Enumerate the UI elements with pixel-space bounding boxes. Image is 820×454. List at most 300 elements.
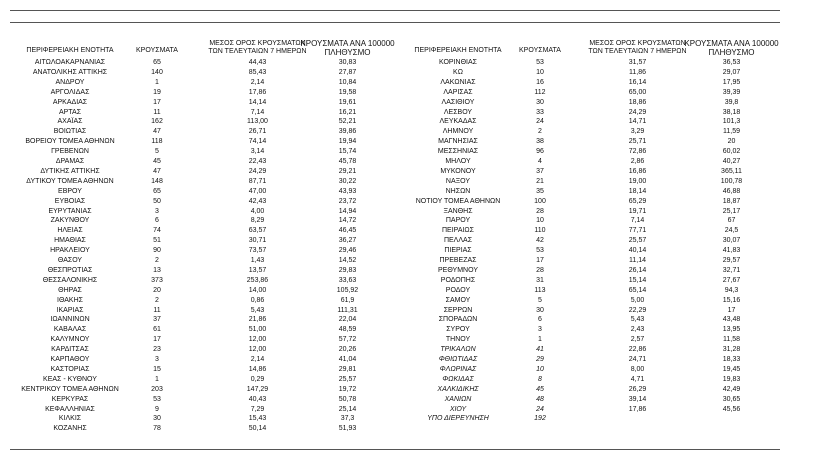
right-cell-per100k: 39,8 <box>724 98 739 106</box>
left-cell-name: ΘΗΡΑΣ <box>58 286 82 294</box>
header-per100k-left-line1: ΚΡΟΥΣΜΑΤΑ ΑΝΑ 100000 <box>300 39 395 48</box>
left-cell-cases: 118 <box>151 138 163 146</box>
right-cell-name: ΣΠΟΡΑΔΩΝ <box>438 316 478 324</box>
right-cell-per100k: 101,3 <box>722 118 741 126</box>
left-cell-avg: 30,71 <box>248 237 267 245</box>
right-cell-avg: 72,86 <box>628 148 647 156</box>
header-avg-right-line1: ΜΕΣΟΣ ΟΡΟΣ ΚΡΟΥΣΜΑΤΩΝ <box>589 40 686 47</box>
right-cell-cases: 5 <box>538 296 542 304</box>
right-cell-avg: 65,14 <box>628 286 647 294</box>
left-cell-cases: 53 <box>153 395 161 403</box>
bottom-rule <box>10 449 780 450</box>
right-cell-avg: 15,14 <box>628 276 647 284</box>
right-cell-name: ΦΛΩΡΙΝΑΣ <box>439 365 477 373</box>
right-cell-avg: 31,57 <box>628 59 647 66</box>
right-cell-cases: 96 <box>536 148 544 156</box>
right-cell-avg: 18,14 <box>628 187 647 195</box>
left-cell-name: ΗΜΑΘΙΑΣ <box>54 237 86 245</box>
left-cell-per100k: 51,93 <box>338 425 357 433</box>
right-cell-per100k: 40,27 <box>722 158 741 165</box>
left-cell-name: ΚΕΑΣ - ΚΥΘΝΟΥ <box>43 375 97 383</box>
right-cell-per100k: 94,3 <box>724 286 739 294</box>
left-cell-per100k: 48,59 <box>338 326 357 334</box>
left-cell-cases: 17 <box>153 98 161 106</box>
right-table-row <box>0 197 820 206</box>
header-avg-left-line2: ΤΩΝ ΤΕΛΕΥΤΑΙΩΝ 7 ΗΜΕΡΩΝ <box>208 48 307 55</box>
header-avg-left-line1: ΜΕΣΟΣ ΟΡΟΣ ΚΡΟΥΣΜΑΤΩΝ <box>209 40 306 47</box>
right-cell-cases: 112 <box>534 88 546 96</box>
right-table-row <box>0 315 820 324</box>
left-cell-per100k: 39,86 <box>338 128 357 136</box>
right-cell-name: ΚΩ <box>453 68 463 76</box>
right-table-row <box>0 177 820 186</box>
left-cell-per100k: 29,46 <box>338 247 357 255</box>
right-table-row <box>0 226 820 235</box>
right-table-row <box>0 306 820 315</box>
right-table-row <box>0 58 820 67</box>
right-cell-name: ΛΑΡΙΣΑΣ <box>443 88 473 96</box>
left-cell-cases: 5 <box>155 148 159 156</box>
right-cell-cases: 41 <box>536 346 544 354</box>
left-cell-cases: 30 <box>153 415 161 423</box>
right-cell-per100k: 60,02 <box>722 148 741 156</box>
left-cell-avg: 47,00 <box>248 187 267 195</box>
left-cell-per100k: 19,61 <box>338 98 357 106</box>
left-cell-per100k: 57,72 <box>338 336 357 344</box>
left-cell-cases: 1 <box>155 78 159 86</box>
right-cell-per100k: 17,95 <box>722 78 741 86</box>
right-cell-per100k: 31,28 <box>722 346 741 354</box>
left-cell-per100k: 10,84 <box>338 78 357 86</box>
right-cell-cases: 38 <box>536 138 544 146</box>
left-cell-per100k: 37,3 <box>340 415 355 423</box>
header-avg-right-line2: ΤΩΝ ΤΕΛΕΥΤΑΙΩΝ 7 ΗΜΕΡΩΝ <box>588 48 687 55</box>
left-cell-cases: 15 <box>153 365 161 373</box>
left-cell-name: ΚΙΛΚΙΣ <box>58 415 82 423</box>
left-cell-name: ΑΝΔΡΟΥ <box>55 78 85 86</box>
right-cell-per100k: 13,95 <box>722 326 741 334</box>
left-cell-cases: 373 <box>151 276 163 284</box>
right-cell-avg: 24,29 <box>628 108 647 116</box>
right-cell-name: ΡΕΘΥΜΝΟΥ <box>437 266 478 274</box>
right-cell-name: ΧΑΝΙΩΝ <box>444 395 472 403</box>
right-cell-cases: 113 <box>534 286 546 294</box>
right-cell-cases: 4 <box>538 158 542 165</box>
right-cell-cases: 48 <box>536 395 544 403</box>
right-cell-per100k: 11,59 <box>723 128 740 136</box>
right-cell-name: ΜΥΚΟΝΟΥ <box>440 167 476 175</box>
right-cell-cases: 17 <box>536 257 544 264</box>
right-cell-cases: 110 <box>534 227 546 235</box>
left-cell-name: ΚΕΝΤΡΙΚΟΥ ΤΟΜΕΑ ΑΘΗΝΩΝ <box>21 385 119 393</box>
left-cell-name: ΙΚΑΡΙΑΣ <box>56 306 84 314</box>
header-region-right: ΠΕΡΙΦΕΡΕΙΑΚΗ ΕΝΟΤΗΤΑ <box>414 47 502 54</box>
right-cell-cases: 53 <box>536 247 544 255</box>
right-cell-per100k: 15,16 <box>722 296 741 304</box>
left-cell-per100k: 61,9 <box>340 296 355 304</box>
left-cell-cases: 74 <box>153 227 161 235</box>
left-cell-cases: 162 <box>151 118 163 126</box>
right-cell-per100k: 20 <box>727 138 736 146</box>
right-cell-cases: 53 <box>536 59 544 66</box>
right-table-row <box>0 137 820 146</box>
header-per100k-left <box>290 39 405 57</box>
left-cell-avg: 73,57 <box>248 247 267 255</box>
left-cell-cases: 2 <box>155 296 159 304</box>
right-table-row <box>0 157 820 166</box>
left-cell-per100k: 22,04 <box>338 316 357 324</box>
right-cell-name: ΤΗΝΟΥ <box>445 336 471 344</box>
right-cell-name: ΛΑΣΙΘΙΟΥ <box>441 98 475 106</box>
right-cell-cases: 2 <box>538 128 542 136</box>
right-cell-avg: 25,57 <box>628 237 647 245</box>
right-cell-cases: 192 <box>534 415 546 423</box>
header-per100k-right-line1: ΚΡΟΥΣΜΑΤΑ ΑΝΑ 100000 <box>684 39 779 48</box>
left-cell-cases: 19 <box>153 88 161 96</box>
right-cell-per100k: 27,67 <box>722 276 741 284</box>
left-cell-cases: 23 <box>153 346 161 354</box>
right-cell-per100k: 32,71 <box>722 266 741 274</box>
right-cell-avg: 22,29 <box>628 306 647 314</box>
left-cell-avg: 87,71 <box>248 177 267 185</box>
right-cell-cases: 3 <box>538 326 542 334</box>
left-cell-avg: 147,29 <box>246 385 269 393</box>
left-cell-avg: 0,86 <box>250 296 265 304</box>
left-cell-name: ΑΡΓΟΛΙΔΑΣ <box>50 88 90 96</box>
right-cell-name: ΦΘΙΩΤΙΔΑΣ <box>438 356 478 363</box>
right-table-row <box>0 405 820 414</box>
left-cell-name: ΑΡΚΑΔΙΑΣ <box>52 98 88 106</box>
left-cell-name: ΙΘΑΚΗΣ <box>57 296 83 304</box>
left-cell-name: ΚΑΒΑΛΑΣ <box>53 326 87 334</box>
header-per100k-right-line2: ΠΛΗΘΥΣΜΟ <box>708 48 755 57</box>
right-table-row <box>0 286 820 295</box>
right-cell-avg: 39,14 <box>628 395 647 403</box>
right-table-row <box>0 276 820 285</box>
right-table-row <box>0 345 820 354</box>
left-cell-per100k: 41,04 <box>338 356 357 363</box>
right-table-row <box>0 296 820 305</box>
right-table-row <box>0 385 820 394</box>
right-table-row <box>0 117 820 126</box>
right-cell-avg: 40,14 <box>628 247 647 255</box>
left-cell-avg: 51,00 <box>248 326 267 334</box>
left-cell-name: ΘΕΣΣΑΛΟΝΙΚΗΣ <box>42 276 98 284</box>
left-cell-cases: 65 <box>153 59 161 66</box>
left-cell-per100k: 30,83 <box>338 59 357 66</box>
left-cell-name: ΑΝΑΤΟΛΙΚΗΣ ΑΤΤΙΚΗΣ <box>32 68 108 76</box>
header-cases-right: ΚΡΟΥΣΜΑΤΑ <box>519 47 561 54</box>
right-cell-cases: 30 <box>536 306 544 314</box>
right-table-row <box>0 355 820 364</box>
left-cell-per100k: 30,22 <box>338 177 357 185</box>
left-cell-avg: 42,43 <box>248 197 267 205</box>
left-cell-per100k: 19,94 <box>338 138 357 146</box>
left-cell-per100k: 50,78 <box>338 395 357 403</box>
right-cell-per100k: 29,07 <box>722 68 741 76</box>
left-cell-avg: 74,14 <box>248 138 267 146</box>
left-cell-name: ΖΑΚΥΝΘΟΥ <box>50 217 90 225</box>
left-cell-cases: 17 <box>153 336 161 344</box>
right-cell-per100k: 42,49 <box>722 385 741 393</box>
right-cell-per100k: 29,57 <box>722 257 741 264</box>
left-cell-avg: 253,86 <box>246 276 269 284</box>
left-cell-cases: 51 <box>153 237 161 245</box>
left-cell-per100k: 16,21 <box>338 108 357 116</box>
right-cell-per100k: 41,83 <box>722 247 741 255</box>
right-cell-avg: 77,71 <box>628 227 647 235</box>
left-cell-per100k: 23,72 <box>338 197 357 205</box>
right-cell-name: ΝΗΣΩΝ <box>445 187 471 195</box>
left-cell-per100k: 15,74 <box>338 148 357 156</box>
right-cell-name: ΝΑΞΟΥ <box>445 177 471 185</box>
right-table-row <box>0 127 820 136</box>
right-cell-per100k: 38,18 <box>722 108 741 116</box>
right-cell-name: ΧΙΟΥ <box>449 405 467 413</box>
left-cell-name: ΚΑΛΥΜΝΟΥ <box>50 336 90 344</box>
left-cell-name: ΕΒΡΟΥ <box>58 187 82 195</box>
right-cell-name: ΣΥΡΟΥ <box>446 326 470 334</box>
right-cell-cases: 29 <box>536 356 544 363</box>
right-cell-per100k: 19,45 <box>722 365 741 373</box>
right-cell-avg: 14,71 <box>628 118 647 126</box>
left-cell-name: ΘΕΣΠΡΩΤΙΑΣ <box>47 266 93 274</box>
left-cell-name: ΔΥΤΙΚΗΣ ΑΤΤΙΚΗΣ <box>40 167 100 175</box>
right-table-row <box>0 147 820 156</box>
left-cell-avg: 44,43 <box>248 59 267 66</box>
left-cell-cases: 9 <box>155 405 159 413</box>
left-cell-cases: 6 <box>155 217 159 225</box>
left-cell-per100k: 14,52 <box>338 257 357 264</box>
right-cell-avg: 11,14 <box>629 257 646 264</box>
right-table-row <box>0 395 820 404</box>
right-cell-per100k: 19,83 <box>722 375 741 383</box>
right-cell-avg: 18,86 <box>628 98 647 106</box>
left-cell-name: ΚΑΡΠΑΘΟΥ <box>50 356 90 363</box>
left-cell-name: ΑΧΑΪΑΣ <box>57 118 83 126</box>
right-cell-cases: 42 <box>536 237 544 245</box>
right-cell-avg: 22,86 <box>628 346 647 354</box>
left-cell-per100k: 29,81 <box>338 365 357 373</box>
left-cell-avg: 24,29 <box>248 167 267 175</box>
right-cell-per100k: 67 <box>727 217 736 225</box>
left-cell-per100k: 45,78 <box>338 158 357 165</box>
left-cell-per100k: 27,87 <box>338 68 357 76</box>
left-cell-cases: 13 <box>153 266 161 274</box>
right-cell-name: ΡΟΔΟΥ <box>445 286 471 294</box>
right-table-row <box>0 365 820 374</box>
right-table-row <box>0 375 820 384</box>
right-table-row <box>0 216 820 225</box>
right-cell-name: ΠΕΛΛΑΣ <box>443 237 473 245</box>
right-cell-cases: 28 <box>536 207 544 215</box>
left-cell-avg: 1,43 <box>250 257 265 264</box>
right-cell-name: ΠΡΕΒΕΖΑΣ <box>439 257 477 264</box>
left-cell-avg: 26,71 <box>248 128 267 136</box>
left-cell-name: ΑΙΤΩΛΟΑΚΑΡΝΑΝΙΑΣ <box>34 59 106 66</box>
right-cell-name: ΣΕΡΡΩΝ <box>443 306 473 314</box>
left-cell-per100k: 14,72 <box>338 217 357 225</box>
right-cell-avg: 2,57 <box>630 336 645 344</box>
left-cell-cases: 2 <box>155 257 159 264</box>
left-cell-avg: 2,14 <box>250 78 265 86</box>
right-cell-cases: 24 <box>536 405 544 413</box>
right-cell-name: ΛΑΚΩΝΙΑΣ <box>440 78 476 86</box>
right-cell-avg: 3,29 <box>630 128 645 136</box>
right-cell-cases: 31 <box>536 276 544 284</box>
left-cell-name: ΘΑΣΟΥ <box>57 257 83 264</box>
right-cell-cases: 21 <box>536 177 544 185</box>
left-cell-avg: 12,00 <box>248 336 267 344</box>
right-cell-cases: 10 <box>536 365 544 373</box>
right-cell-per100k: 11,58 <box>723 336 740 344</box>
right-cell-name: ΝΟΤΙΟΥ ΤΟΜΕΑ ΑΘΗΝΩΝ <box>415 197 501 205</box>
left-cell-cases: 20 <box>153 286 161 294</box>
right-table-row <box>0 68 820 77</box>
left-cell-cases: 50 <box>153 197 161 205</box>
right-cell-name: ΛΕΣΒΟΥ <box>443 108 473 116</box>
right-cell-avg: 19,00 <box>628 177 647 185</box>
left-cell-cases: 11 <box>153 306 161 314</box>
left-cell-per100k: 43,93 <box>338 187 357 195</box>
right-cell-name: ΛΗΜΝΟΥ <box>442 128 474 136</box>
left-cell-avg: 8,29 <box>250 217 265 225</box>
left-cell-cases: 203 <box>151 385 163 393</box>
right-cell-name: ΦΩΚΙΔΑΣ <box>442 375 474 383</box>
right-cell-avg: 65,29 <box>628 197 647 205</box>
right-cell-avg: 7,14 <box>630 217 645 225</box>
right-table-row <box>0 414 820 423</box>
right-cell-cases: 30 <box>536 98 544 106</box>
left-cell-per100k: 20,26 <box>338 346 357 354</box>
right-cell-per100k: 30,65 <box>722 395 741 403</box>
left-cell-name: ΙΩΑΝΝΙΝΩΝ <box>50 316 90 324</box>
right-cell-name: ΛΕΥΚΑΔΑΣ <box>439 118 477 126</box>
left-cell-name: ΚΑΣΤΟΡΙΑΣ <box>50 365 90 373</box>
left-cell-name: ΒΟΙΩΤΙΑΣ <box>53 128 87 136</box>
left-cell-per100k: 46,45 <box>338 227 357 235</box>
left-cell-per100k: 25,14 <box>338 405 357 413</box>
left-cell-name: ΔΡΑΜΑΣ <box>55 158 85 165</box>
right-table-row <box>0 98 820 107</box>
top-rule <box>10 10 780 11</box>
right-cell-name: ΠΕΙΡΑΙΩΣ <box>442 227 474 235</box>
left-cell-name: ΚΕΦΑΛΛΗΝΙΑΣ <box>45 405 95 413</box>
right-cell-cases: 100 <box>534 197 546 205</box>
right-cell-per100k: 30,07 <box>722 237 741 245</box>
right-cell-avg: 17,86 <box>628 405 647 413</box>
right-cell-name: ΠΑΡΟΥ <box>445 217 471 225</box>
right-cell-avg: 5,00 <box>630 296 645 304</box>
header-region-left: ΠΕΡΙΦΕΡΕΙΑΚΗ ΕΝΟΤΗΤΑ <box>26 47 114 54</box>
right-cell-name: ΤΡΙΚΑΛΩΝ <box>440 346 476 354</box>
right-table-row <box>0 108 820 117</box>
right-cell-avg: 8,00 <box>630 365 645 373</box>
right-table-row <box>0 246 820 255</box>
right-table-row <box>0 207 820 216</box>
left-cell-name: ΔΥΤΙΚΟΥ ΤΟΜΕΑ ΑΘΗΝΩΝ <box>26 177 114 185</box>
left-cell-per100k: 105,92 <box>336 286 359 294</box>
right-cell-cases: 6 <box>538 316 542 324</box>
left-cell-avg: 14,86 <box>248 365 267 373</box>
right-cell-avg: 5,43 <box>630 316 645 324</box>
left-cell-avg: 0,29 <box>250 375 265 383</box>
left-cell-cases: 47 <box>153 167 161 175</box>
right-cell-avg: 4,71 <box>630 375 645 383</box>
left-cell-avg: 50,14 <box>248 425 267 433</box>
left-cell-name: ΚΑΡΔΙΤΣΑΣ <box>51 346 89 354</box>
header-cases-left: ΚΡΟΥΣΜΑΤΑ <box>136 47 178 54</box>
left-cell-avg: 5,43 <box>250 306 265 314</box>
left-cell-avg: 113,00 <box>247 118 268 126</box>
left-cell-name: ΕΥΡΥΤΑΝΙΑΣ <box>48 207 92 215</box>
left-cell-avg: 14,00 <box>248 286 267 294</box>
right-cell-per100k: 39,39 <box>722 88 741 96</box>
right-cell-cases: 28 <box>536 266 544 274</box>
header-per100k-right <box>674 39 789 57</box>
right-cell-name: ΠΙΕΡΙΑΣ <box>444 247 472 255</box>
left-cell-cases: 90 <box>153 247 161 255</box>
left-cell-name: ΚΕΡΚΥΡΑΣ <box>51 395 89 403</box>
left-cell-avg: 13,57 <box>248 266 267 274</box>
right-cell-name: ΧΑΛΚΙΔΙΚΗΣ <box>437 385 479 393</box>
right-cell-avg: 26,29 <box>628 385 647 393</box>
left-cell-cases: 11 <box>153 108 161 116</box>
left-cell-cases: 1 <box>155 375 159 383</box>
left-cell-avg: 2,14 <box>250 356 265 363</box>
right-cell-name: ΜΕΣΣΗΝΙΑΣ <box>437 148 479 156</box>
right-table-row <box>0 256 820 265</box>
right-table-row <box>0 266 820 275</box>
left-cell-cases: 61 <box>153 326 161 334</box>
header-rule <box>10 22 780 23</box>
left-cell-avg: 4,00 <box>250 207 265 215</box>
right-cell-cases: 45 <box>536 385 544 393</box>
left-cell-per100k: 14,94 <box>338 207 357 215</box>
left-cell-cases: 148 <box>151 177 163 185</box>
right-cell-name: ΣΑΜΟΥ <box>445 296 471 304</box>
left-cell-avg: 7,29 <box>250 405 265 413</box>
right-cell-name: ΡΟΔΟΠΗΣ <box>440 276 476 284</box>
left-cell-cases: 140 <box>151 68 163 76</box>
right-cell-cases: 16 <box>536 78 544 86</box>
left-cell-avg: 17,86 <box>248 88 267 96</box>
left-cell-name: ΑΡΤΑΣ <box>58 108 82 116</box>
right-cell-avg: 16,86 <box>628 167 647 175</box>
right-cell-per100k: 46,88 <box>722 187 741 195</box>
right-cell-cases: 24 <box>536 118 544 126</box>
right-cell-name: ΜΗΛΟΥ <box>445 158 471 165</box>
left-cell-per100k: 111,31 <box>337 306 358 314</box>
right-cell-cases: 8 <box>538 375 542 383</box>
right-cell-per100k: 45,56 <box>722 405 741 413</box>
right-cell-per100k: 17 <box>727 306 736 314</box>
right-cell-avg: 11,86 <box>629 68 646 76</box>
left-cell-name: ΓΡΕΒΕΝΩΝ <box>51 148 89 156</box>
left-cell-avg: 3,14 <box>250 148 265 156</box>
left-cell-name: ΗΡΑΚΛΕΙΟΥ <box>50 247 90 255</box>
right-cell-name: ΥΠΟ ΔΙΕΡΕΥΝΗΣΗ <box>427 415 489 423</box>
right-cell-cases: 35 <box>536 187 544 195</box>
left-cell-name: ΕΥΒΟΙΑΣ <box>54 197 86 205</box>
left-cell-avg: 7,14 <box>250 108 265 116</box>
left-cell-avg: 22,43 <box>248 158 267 165</box>
right-cell-per100k: 18,87 <box>722 197 741 205</box>
right-cell-avg: 25,71 <box>628 138 647 146</box>
left-cell-name: ΒΟΡΕΙΟΥ ΤΟΜΕΑ ΑΘΗΝΩΝ <box>25 138 115 146</box>
right-table-row <box>0 236 820 245</box>
left-cell-avg: 15,43 <box>248 415 267 423</box>
